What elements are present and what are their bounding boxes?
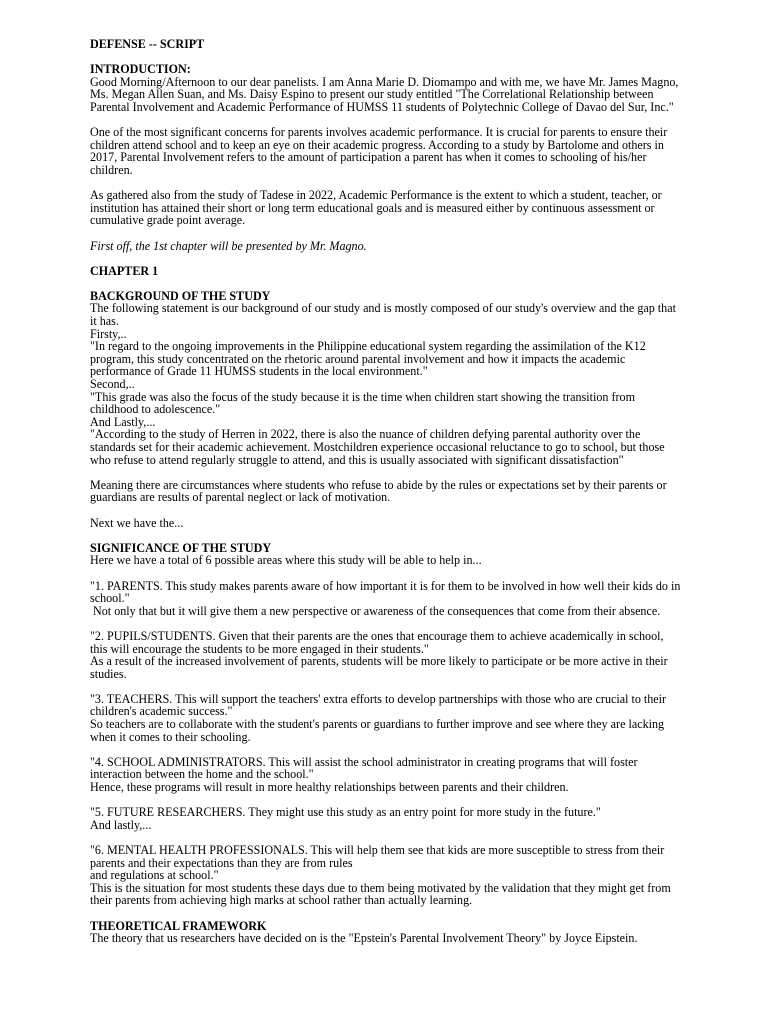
significance-item-quote: "5. FUTURE RESEARCHERS. They might use this study as an entry point for more study in the future." [90, 805, 601, 820]
significance-intro: Here we have a total of 6 possible areas where this study will be able to help in... [90, 553, 482, 568]
significance-item-quote-line-1: "6. MENTAL HEALTH PROFESSIONALS. This will help them see that kids are more susceptible to stress from their parents and their expectations than they are from rules [90, 843, 665, 870]
introduction-transition: First off, the 1st chapter will be presented by Mr. Magno. [90, 238, 367, 253]
introduction-heading: INTRODUCTION: [90, 62, 191, 77]
introduction-section [90, 63, 682, 113]
significance-item-students [90, 630, 682, 680]
significance-heading: SIGNIFICANCE OF THE STUDY [90, 540, 272, 555]
background-last-quote: "According to the study of Herren in 2022, there is also the nuance of children defying parental authority over the standards set for their academic achievement. Mostchildren experience occasional reluctance to go to school, but those who refuse to attend regularly struggle to attend, and this is usually associated with significant dissatisfaction" [90, 427, 665, 467]
introduction-paragraph-1: Good Morning/Afternoon to our dear panelists. I am Anna Marie D. Diomampo and with me, we have Mr. James Magno, Ms. Megan Allen Suan, and Ms. Daisy Espino to present our study entitled "The Correlational Relationship between Parental Involvement and Academic Performance of HUMSS 11 students of Polytechnic College of Davao del Sur, Inc." [90, 74, 679, 114]
theoretical-framework-section [90, 920, 682, 945]
significance-item-note: As a result of the increased involvement of parents, students will be more likely to participate or be more active in their studies. [90, 654, 668, 681]
introduction-paragraph-2: One of the most significant concerns for parents involves academic performance. It is crucial for parents to ensure their children attend school and to keep an eye on their academic progress. According to a study by Bartolome and others in 2017, Parental Involvement refers to the amount of participation a parent has when it comes to schooling of his/her children. [90, 125, 668, 177]
significance-item-parents [90, 580, 682, 618]
significance-item-mental-health [90, 844, 682, 907]
background-section [90, 290, 682, 466]
document-title: DEFENSE -- SCRIPT [90, 37, 205, 51]
background-next: Next we have the... [90, 515, 184, 530]
significance-item-quote: "4. SCHOOL ADMINISTRATORS. This will assist the school administrator in creating programs that will foster interaction between the home and the school." [90, 754, 638, 782]
significance-item-quote-line-2: and regulations at school." [90, 868, 219, 883]
significance-item-note: This is the situation for most students these days due to them being motivated by the validation that they might get from their parents from achieving high marks at school rather than actually learning. [90, 880, 671, 908]
significance-item-administrators [90, 756, 682, 794]
background-heading: BACKGROUND OF THE STUDY [90, 288, 271, 303]
background-meaning: Meaning there are circumstances where students who refuse to abide by the rules or expectations set by their parents or guardians are results of parental neglect or lack of motivation. [90, 477, 667, 505]
background-first-label: Firsty,.. [90, 326, 127, 341]
background-second-label: Second,.. [90, 377, 135, 392]
background-last-label: And Lastly,... [90, 414, 156, 429]
significance-item-teachers [90, 693, 682, 743]
chapter-heading: CHAPTER 1 [90, 263, 159, 278]
document-title-block [90, 38, 682, 51]
significance-item-future-researchers [90, 806, 682, 831]
significance-item-quote: "1. PARENTS. This study makes parents aware of how important it is for them to be involved in how well their kids do in school." [90, 578, 681, 606]
significance-item-quote: "2. PUPILS/STUDENTS. Given that their parents are the ones that encourage them to achieve academically in school, this will encourage the students to be more engaged in their students." [90, 628, 664, 656]
theoretical-framework-heading: THEORETICAL FRAMEWORK [90, 918, 267, 933]
significance-item-note: Not only that but it will give them a new perspective or awareness of the consequences that come from their absence. [90, 603, 661, 618]
document-page [90, 38, 682, 945]
background-intro: The following statement is our background of our study and is mostly composed of our study's overview and the gap that it has. [90, 301, 676, 329]
significance-section [90, 542, 682, 567]
significance-item-note: Hence, these programs will result in more healthy relationships between parents and their children. [90, 780, 569, 795]
significance-item-quote: "3. TEACHERS. This will support the teachers' extra efforts to develop partnerships with those who are crucial to their children's academic success." [90, 691, 667, 719]
introduction-paragraph-3: As gathered also from the study of Tadese in 2022, Academic Performance is the extent to which a student, teacher, or institution has attained their short or long term educational goals and is measured either by continuous assessment or cumulative grade point average. [90, 188, 662, 228]
background-second-quote: "This grade was also the focus of the study because it is the time when children start showing the transition from childhood to adolescence." [90, 389, 635, 417]
significance-item-note: And lastly,... [90, 817, 152, 832]
theoretical-framework-text: The theory that us researchers have decided on is the "Epstein's Parental Involvement Theory" by Joyce Eipstein. [90, 931, 638, 946]
significance-item-note: So teachers are to collaborate with the student's parents or guardians to further improve and see where they are lacking when it comes to their schooling. [90, 717, 665, 744]
background-first-quote: "In regard to the ongoing improvements in the Philippine educational system regarding the assimilation of the K12 program, this study concentrated on the rhetoric around parental involvement and how it impacts the academic performance of Grade 11 HUMSS students in the local environment." [90, 339, 646, 379]
